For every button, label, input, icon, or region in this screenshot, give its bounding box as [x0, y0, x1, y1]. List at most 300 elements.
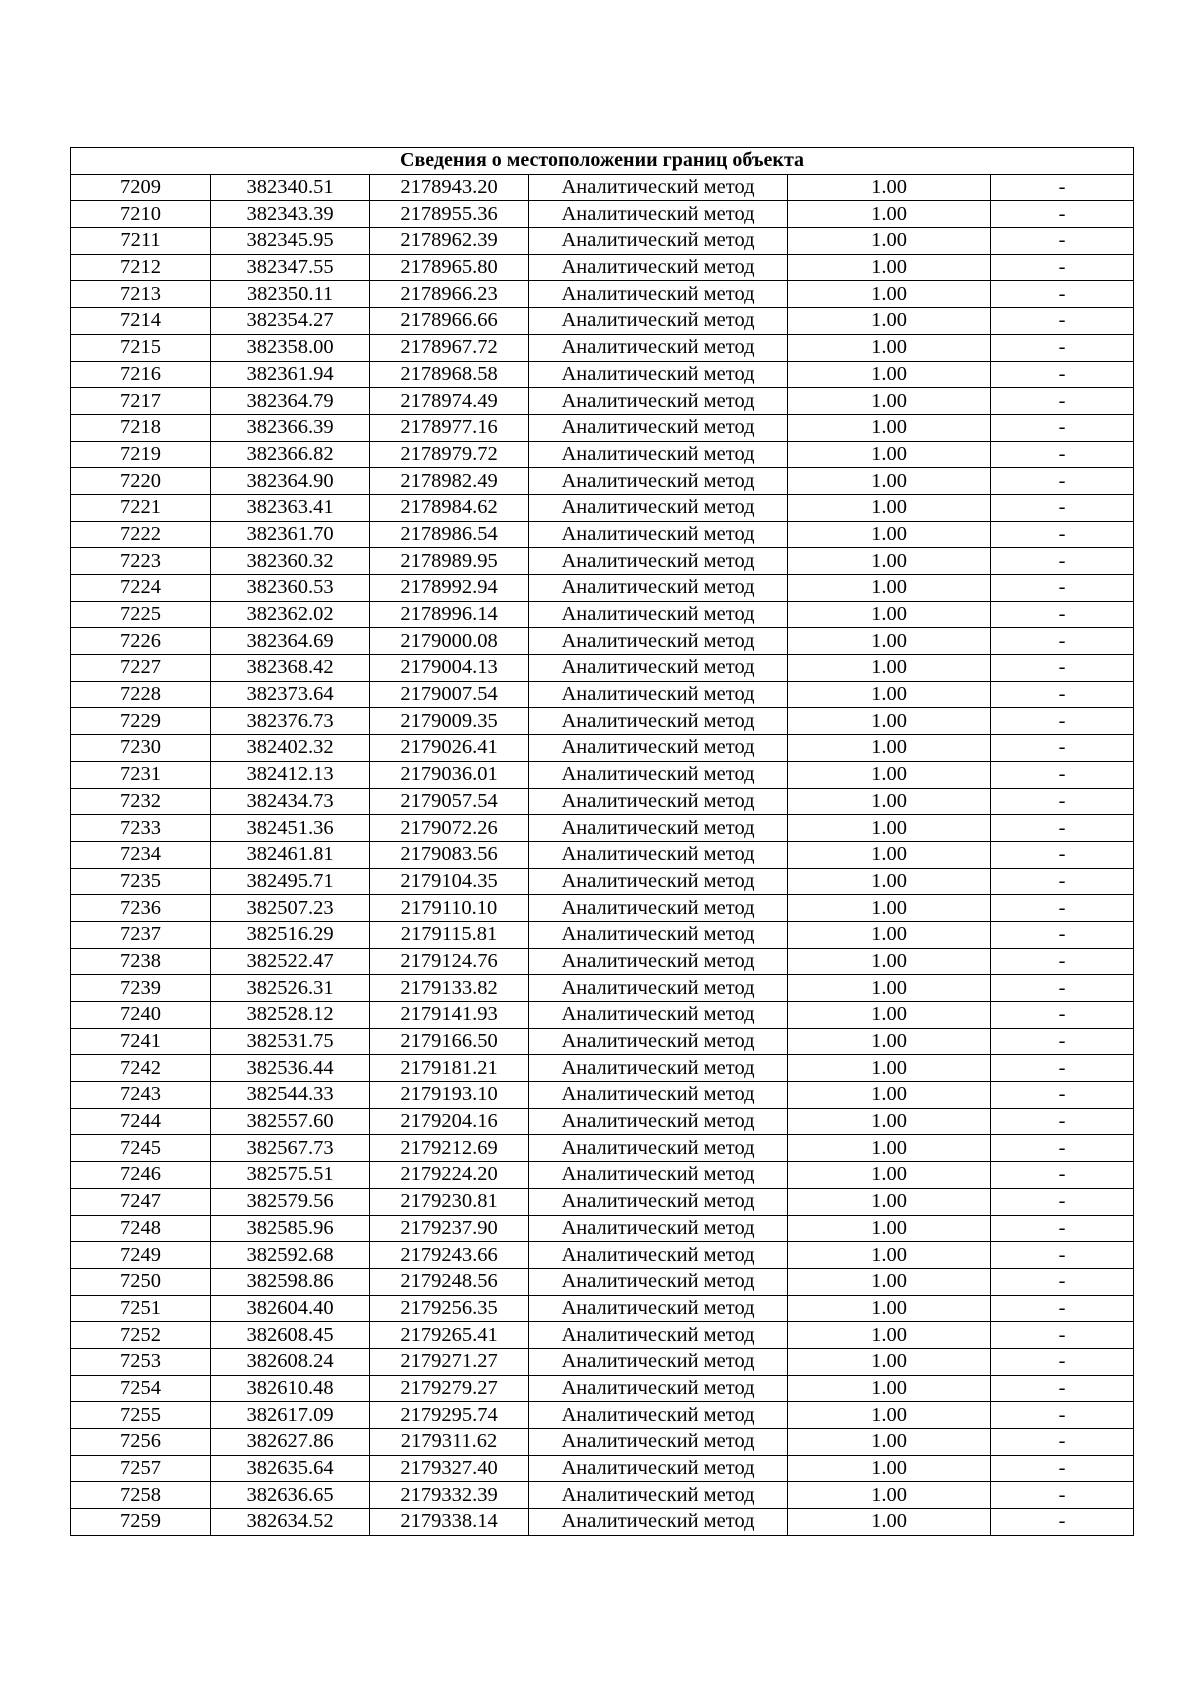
method-cell: Аналитический метод: [529, 1482, 788, 1509]
y-coordinate-cell: 2178977.16: [370, 414, 529, 441]
table-row: [71, 334, 1134, 361]
method-cell: Аналитический метод: [529, 628, 788, 655]
y-coordinate-cell: 2178984.62: [370, 494, 529, 521]
x-coordinate-cell: 382364.90: [211, 468, 370, 495]
description-cell: -: [991, 628, 1134, 655]
y-coordinate-cell: 2179009.35: [370, 708, 529, 735]
description-cell: -: [991, 1429, 1134, 1456]
method-cell: Аналитический метод: [529, 948, 788, 975]
table-row: [71, 388, 1134, 415]
accuracy-cell: 1.00: [788, 1482, 991, 1509]
y-coordinate-cell: 2179338.14: [370, 1509, 529, 1536]
method-cell: Аналитический метод: [529, 1509, 788, 1536]
table-row: [71, 1402, 1134, 1429]
accuracy-cell: 1.00: [788, 921, 991, 948]
accuracy-cell: 1.00: [788, 174, 991, 201]
description-cell: -: [991, 708, 1134, 735]
description-cell: -: [991, 815, 1134, 842]
accuracy-cell: 1.00: [788, 1348, 991, 1375]
accuracy-cell: 1.00: [788, 655, 991, 682]
description-cell: -: [991, 548, 1134, 575]
method-cell: Аналитический метод: [529, 1348, 788, 1375]
point-number-cell: 7229: [71, 708, 211, 735]
point-number-cell: 7220: [71, 468, 211, 495]
description-cell: -: [991, 1055, 1134, 1082]
description-cell: -: [991, 201, 1134, 228]
point-number-cell: 7247: [71, 1188, 211, 1215]
x-coordinate-cell: 382368.42: [211, 655, 370, 682]
x-coordinate-cell: 382579.56: [211, 1188, 370, 1215]
x-coordinate-cell: 382361.70: [211, 521, 370, 548]
point-number-cell: 7239: [71, 975, 211, 1002]
y-coordinate-cell: 2179279.27: [370, 1375, 529, 1402]
table-row: [71, 414, 1134, 441]
accuracy-cell: 1.00: [788, 1295, 991, 1322]
point-number-cell: 7218: [71, 414, 211, 441]
point-number-cell: 7212: [71, 254, 211, 281]
description-cell: -: [991, 1375, 1134, 1402]
method-cell: Аналитический метод: [529, 468, 788, 495]
point-number-cell: 7255: [71, 1402, 211, 1429]
point-number-cell: 7231: [71, 761, 211, 788]
description-cell: -: [991, 1455, 1134, 1482]
table-row: [71, 628, 1134, 655]
method-cell: Аналитический метод: [529, 1215, 788, 1242]
method-cell: Аналитический метод: [529, 1055, 788, 1082]
point-number-cell: 7216: [71, 361, 211, 388]
y-coordinate-cell: 2178989.95: [370, 548, 529, 575]
table-row: [71, 948, 1134, 975]
x-coordinate-cell: 382360.53: [211, 575, 370, 602]
accuracy-cell: 1.00: [788, 1322, 991, 1349]
table-row: [71, 1108, 1134, 1135]
table-row: [71, 1295, 1134, 1322]
method-cell: Аналитический метод: [529, 201, 788, 228]
y-coordinate-cell: 2178943.20: [370, 174, 529, 201]
method-cell: Аналитический метод: [529, 441, 788, 468]
x-coordinate-cell: 382366.82: [211, 441, 370, 468]
method-cell: Аналитический метод: [529, 761, 788, 788]
point-number-cell: 7254: [71, 1375, 211, 1402]
accuracy-cell: 1.00: [788, 895, 991, 922]
table-row: [71, 201, 1134, 228]
y-coordinate-cell: 2179193.10: [370, 1082, 529, 1109]
point-number-cell: 7215: [71, 334, 211, 361]
method-cell: Аналитический метод: [529, 1322, 788, 1349]
method-cell: Аналитический метод: [529, 1242, 788, 1269]
description-cell: -: [991, 1295, 1134, 1322]
x-coordinate-cell: 382608.24: [211, 1348, 370, 1375]
y-coordinate-cell: 2179141.93: [370, 1002, 529, 1029]
table-title-row: [71, 148, 1134, 175]
x-coordinate-cell: 382366.39: [211, 414, 370, 441]
accuracy-cell: 1.00: [788, 1135, 991, 1162]
method-cell: Аналитический метод: [529, 1188, 788, 1215]
method-cell: Аналитический метод: [529, 895, 788, 922]
accuracy-cell: 1.00: [788, 1429, 991, 1456]
x-coordinate-cell: 382522.47: [211, 948, 370, 975]
table-body: [71, 174, 1134, 1535]
table-row: [71, 601, 1134, 628]
x-coordinate-cell: 382376.73: [211, 708, 370, 735]
table-row: [71, 708, 1134, 735]
method-cell: Аналитический метод: [529, 1108, 788, 1135]
accuracy-cell: 1.00: [788, 1268, 991, 1295]
method-cell: Аналитический метод: [529, 334, 788, 361]
x-coordinate-cell: 382347.55: [211, 254, 370, 281]
point-number-cell: 7242: [71, 1055, 211, 1082]
point-number-cell: 7257: [71, 1455, 211, 1482]
accuracy-cell: 1.00: [788, 628, 991, 655]
y-coordinate-cell: 2179265.41: [370, 1322, 529, 1349]
accuracy-cell: 1.00: [788, 1242, 991, 1269]
y-coordinate-cell: 2179072.26: [370, 815, 529, 842]
description-cell: -: [991, 1215, 1134, 1242]
description-cell: -: [991, 895, 1134, 922]
x-coordinate-cell: 382495.71: [211, 868, 370, 895]
x-coordinate-cell: 382617.09: [211, 1402, 370, 1429]
table-row: [71, 1348, 1134, 1375]
description-cell: -: [991, 601, 1134, 628]
y-coordinate-cell: 2179057.54: [370, 788, 529, 815]
x-coordinate-cell: 382610.48: [211, 1375, 370, 1402]
method-cell: Аналитический метод: [529, 1082, 788, 1109]
x-coordinate-cell: 382627.86: [211, 1429, 370, 1456]
x-coordinate-cell: 382634.52: [211, 1509, 370, 1536]
description-cell: -: [991, 655, 1134, 682]
y-coordinate-cell: 2179204.16: [370, 1108, 529, 1135]
point-number-cell: 7256: [71, 1429, 211, 1456]
point-number-cell: 7250: [71, 1268, 211, 1295]
description-cell: -: [991, 1188, 1134, 1215]
method-cell: Аналитический метод: [529, 174, 788, 201]
y-coordinate-cell: 2178974.49: [370, 388, 529, 415]
x-coordinate-cell: 382536.44: [211, 1055, 370, 1082]
y-coordinate-cell: 2179000.08: [370, 628, 529, 655]
table-row: [71, 1002, 1134, 1029]
accuracy-cell: 1.00: [788, 1455, 991, 1482]
accuracy-cell: 1.00: [788, 868, 991, 895]
table-row: [71, 735, 1134, 762]
description-cell: -: [991, 841, 1134, 868]
table-row: [71, 761, 1134, 788]
accuracy-cell: 1.00: [788, 1108, 991, 1135]
description-cell: -: [991, 681, 1134, 708]
x-coordinate-cell: 382340.51: [211, 174, 370, 201]
x-coordinate-cell: 382364.79: [211, 388, 370, 415]
y-coordinate-cell: 2179327.40: [370, 1455, 529, 1482]
x-coordinate-cell: 382461.81: [211, 841, 370, 868]
description-cell: -: [991, 1162, 1134, 1189]
point-number-cell: 7226: [71, 628, 211, 655]
description-cell: -: [991, 1028, 1134, 1055]
description-cell: -: [991, 735, 1134, 762]
point-number-cell: 7236: [71, 895, 211, 922]
method-cell: Аналитический метод: [529, 921, 788, 948]
table-row: [71, 228, 1134, 255]
accuracy-cell: 1.00: [788, 521, 991, 548]
method-cell: Аналитический метод: [529, 548, 788, 575]
y-coordinate-cell: 2178996.14: [370, 601, 529, 628]
x-coordinate-cell: 382345.95: [211, 228, 370, 255]
description-cell: -: [991, 761, 1134, 788]
x-coordinate-cell: 382451.36: [211, 815, 370, 842]
table-row: [71, 788, 1134, 815]
method-cell: Аналитический метод: [529, 1002, 788, 1029]
description-cell: -: [991, 414, 1134, 441]
point-number-cell: 7219: [71, 441, 211, 468]
x-coordinate-cell: 382402.32: [211, 735, 370, 762]
method-cell: Аналитический метод: [529, 655, 788, 682]
y-coordinate-cell: 2179133.82: [370, 975, 529, 1002]
method-cell: Аналитический метод: [529, 228, 788, 255]
table-row: [71, 521, 1134, 548]
table-row: [71, 1429, 1134, 1456]
accuracy-cell: 1.00: [788, 841, 991, 868]
x-coordinate-cell: 382358.00: [211, 334, 370, 361]
description-cell: -: [991, 948, 1134, 975]
table-row: [71, 1375, 1134, 1402]
accuracy-cell: 1.00: [788, 735, 991, 762]
x-coordinate-cell: 382343.39: [211, 201, 370, 228]
method-cell: Аналитический метод: [529, 494, 788, 521]
accuracy-cell: 1.00: [788, 494, 991, 521]
table-row: [71, 1028, 1134, 1055]
y-coordinate-cell: 2179166.50: [370, 1028, 529, 1055]
accuracy-cell: 1.00: [788, 388, 991, 415]
x-coordinate-cell: 382434.73: [211, 788, 370, 815]
table-row: [71, 361, 1134, 388]
y-coordinate-cell: 2179004.13: [370, 655, 529, 682]
description-cell: -: [991, 1108, 1134, 1135]
table-row: [71, 1268, 1134, 1295]
accuracy-cell: 1.00: [788, 548, 991, 575]
description-cell: -: [991, 975, 1134, 1002]
y-coordinate-cell: 2179311.62: [370, 1429, 529, 1456]
x-coordinate-cell: 382636.65: [211, 1482, 370, 1509]
accuracy-cell: 1.00: [788, 1002, 991, 1029]
table-row: [71, 281, 1134, 308]
accuracy-cell: 1.00: [788, 468, 991, 495]
method-cell: Аналитический метод: [529, 975, 788, 1002]
method-cell: Аналитический метод: [529, 788, 788, 815]
y-coordinate-cell: 2179181.21: [370, 1055, 529, 1082]
x-coordinate-cell: 382364.69: [211, 628, 370, 655]
table-row: [71, 975, 1134, 1002]
y-coordinate-cell: 2178986.54: [370, 521, 529, 548]
accuracy-cell: 1.00: [788, 441, 991, 468]
point-number-cell: 7210: [71, 201, 211, 228]
x-coordinate-cell: 382592.68: [211, 1242, 370, 1269]
description-cell: -: [991, 1402, 1134, 1429]
point-number-cell: 7259: [71, 1509, 211, 1536]
y-coordinate-cell: 2179230.81: [370, 1188, 529, 1215]
table-row: [71, 548, 1134, 575]
y-coordinate-cell: 2179110.10: [370, 895, 529, 922]
point-number-cell: 7221: [71, 494, 211, 521]
x-coordinate-cell: 382373.64: [211, 681, 370, 708]
method-cell: Аналитический метод: [529, 1295, 788, 1322]
point-number-cell: 7223: [71, 548, 211, 575]
point-number-cell: 7213: [71, 281, 211, 308]
y-coordinate-cell: 2179271.27: [370, 1348, 529, 1375]
method-cell: Аналитический метод: [529, 1162, 788, 1189]
x-coordinate-cell: 382363.41: [211, 494, 370, 521]
table-row: [71, 1215, 1134, 1242]
table-row: [71, 1135, 1134, 1162]
y-coordinate-cell: 2178955.36: [370, 201, 529, 228]
y-coordinate-cell: 2178968.58: [370, 361, 529, 388]
y-coordinate-cell: 2179007.54: [370, 681, 529, 708]
method-cell: Аналитический метод: [529, 735, 788, 762]
accuracy-cell: 1.00: [788, 1028, 991, 1055]
x-coordinate-cell: 382354.27: [211, 308, 370, 335]
accuracy-cell: 1.00: [788, 788, 991, 815]
point-number-cell: 7209: [71, 174, 211, 201]
description-cell: -: [991, 1268, 1134, 1295]
y-coordinate-cell: 2179332.39: [370, 1482, 529, 1509]
accuracy-cell: 1.00: [788, 575, 991, 602]
table-row: [71, 1482, 1134, 1509]
table-row: [71, 1082, 1134, 1109]
point-number-cell: 7248: [71, 1215, 211, 1242]
description-cell: -: [991, 521, 1134, 548]
point-number-cell: 7240: [71, 1002, 211, 1029]
x-coordinate-cell: 382528.12: [211, 1002, 370, 1029]
description-cell: -: [991, 308, 1134, 335]
accuracy-cell: 1.00: [788, 601, 991, 628]
description-cell: -: [991, 1135, 1134, 1162]
description-cell: -: [991, 494, 1134, 521]
table-title: Сведения о местоположении границ объекта: [71, 148, 1134, 175]
point-number-cell: 7258: [71, 1482, 211, 1509]
point-number-cell: 7237: [71, 921, 211, 948]
method-cell: Аналитический метод: [529, 841, 788, 868]
method-cell: Аналитический метод: [529, 1028, 788, 1055]
method-cell: Аналитический метод: [529, 708, 788, 735]
method-cell: Аналитический метод: [529, 414, 788, 441]
x-coordinate-cell: 382608.45: [211, 1322, 370, 1349]
accuracy-cell: 1.00: [788, 201, 991, 228]
y-coordinate-cell: 2179212.69: [370, 1135, 529, 1162]
point-number-cell: 7252: [71, 1322, 211, 1349]
accuracy-cell: 1.00: [788, 681, 991, 708]
x-coordinate-cell: 382598.86: [211, 1268, 370, 1295]
description-cell: -: [991, 334, 1134, 361]
table-row: [71, 868, 1134, 895]
accuracy-cell: 1.00: [788, 334, 991, 361]
y-coordinate-cell: 2178966.23: [370, 281, 529, 308]
method-cell: Аналитический метод: [529, 281, 788, 308]
description-cell: -: [991, 174, 1134, 201]
point-number-cell: 7251: [71, 1295, 211, 1322]
x-coordinate-cell: 382557.60: [211, 1108, 370, 1135]
method-cell: Аналитический метод: [529, 575, 788, 602]
accuracy-cell: 1.00: [788, 308, 991, 335]
method-cell: Аналитический метод: [529, 1429, 788, 1456]
description-cell: -: [991, 254, 1134, 281]
method-cell: Аналитический метод: [529, 1455, 788, 1482]
y-coordinate-cell: 2179026.41: [370, 735, 529, 762]
method-cell: Аналитический метод: [529, 868, 788, 895]
method-cell: Аналитический метод: [529, 388, 788, 415]
y-coordinate-cell: 2179295.74: [370, 1402, 529, 1429]
x-coordinate-cell: 382412.13: [211, 761, 370, 788]
y-coordinate-cell: 2179243.66: [370, 1242, 529, 1269]
table-row: [71, 575, 1134, 602]
point-number-cell: 7222: [71, 521, 211, 548]
point-number-cell: 7233: [71, 815, 211, 842]
table-row: [71, 1188, 1134, 1215]
method-cell: Аналитический метод: [529, 681, 788, 708]
accuracy-cell: 1.00: [788, 1215, 991, 1242]
method-cell: Аналитический метод: [529, 1135, 788, 1162]
point-number-cell: 7253: [71, 1348, 211, 1375]
accuracy-cell: 1.00: [788, 1509, 991, 1536]
y-coordinate-cell: 2179256.35: [370, 1295, 529, 1322]
table-row: [71, 1055, 1134, 1082]
accuracy-cell: 1.00: [788, 414, 991, 441]
accuracy-cell: 1.00: [788, 1188, 991, 1215]
point-number-cell: 7243: [71, 1082, 211, 1109]
x-coordinate-cell: 382544.33: [211, 1082, 370, 1109]
y-coordinate-cell: 2179248.56: [370, 1268, 529, 1295]
accuracy-cell: 1.00: [788, 761, 991, 788]
method-cell: Аналитический метод: [529, 601, 788, 628]
table-row: [71, 1322, 1134, 1349]
point-number-cell: 7245: [71, 1135, 211, 1162]
point-number-cell: 7227: [71, 655, 211, 682]
description-cell: -: [991, 441, 1134, 468]
point-number-cell: 7235: [71, 868, 211, 895]
accuracy-cell: 1.00: [788, 1375, 991, 1402]
description-cell: -: [991, 1348, 1134, 1375]
table-row: [71, 308, 1134, 335]
accuracy-cell: 1.00: [788, 228, 991, 255]
x-coordinate-cell: 382575.51: [211, 1162, 370, 1189]
point-number-cell: 7246: [71, 1162, 211, 1189]
y-coordinate-cell: 2178992.94: [370, 575, 529, 602]
x-coordinate-cell: 382507.23: [211, 895, 370, 922]
x-coordinate-cell: 382585.96: [211, 1215, 370, 1242]
method-cell: Аналитический метод: [529, 815, 788, 842]
point-number-cell: 7244: [71, 1108, 211, 1135]
y-coordinate-cell: 2178962.39: [370, 228, 529, 255]
method-cell: Аналитический метод: [529, 1402, 788, 1429]
accuracy-cell: 1.00: [788, 281, 991, 308]
method-cell: Аналитический метод: [529, 521, 788, 548]
y-coordinate-cell: 2179115.81: [370, 921, 529, 948]
description-cell: -: [991, 868, 1134, 895]
description-cell: -: [991, 1482, 1134, 1509]
description-cell: -: [991, 361, 1134, 388]
point-number-cell: 7241: [71, 1028, 211, 1055]
description-cell: -: [991, 921, 1134, 948]
x-coordinate-cell: 382350.11: [211, 281, 370, 308]
point-number-cell: 7230: [71, 735, 211, 762]
table-row: [71, 841, 1134, 868]
description-cell: -: [991, 228, 1134, 255]
x-coordinate-cell: 382526.31: [211, 975, 370, 1002]
table-row: [71, 174, 1134, 201]
table-row: [71, 921, 1134, 948]
table-row: [71, 895, 1134, 922]
point-number-cell: 7238: [71, 948, 211, 975]
table-row: [71, 494, 1134, 521]
table-row: [71, 1242, 1134, 1269]
table-row: [71, 1509, 1134, 1536]
point-number-cell: 7228: [71, 681, 211, 708]
